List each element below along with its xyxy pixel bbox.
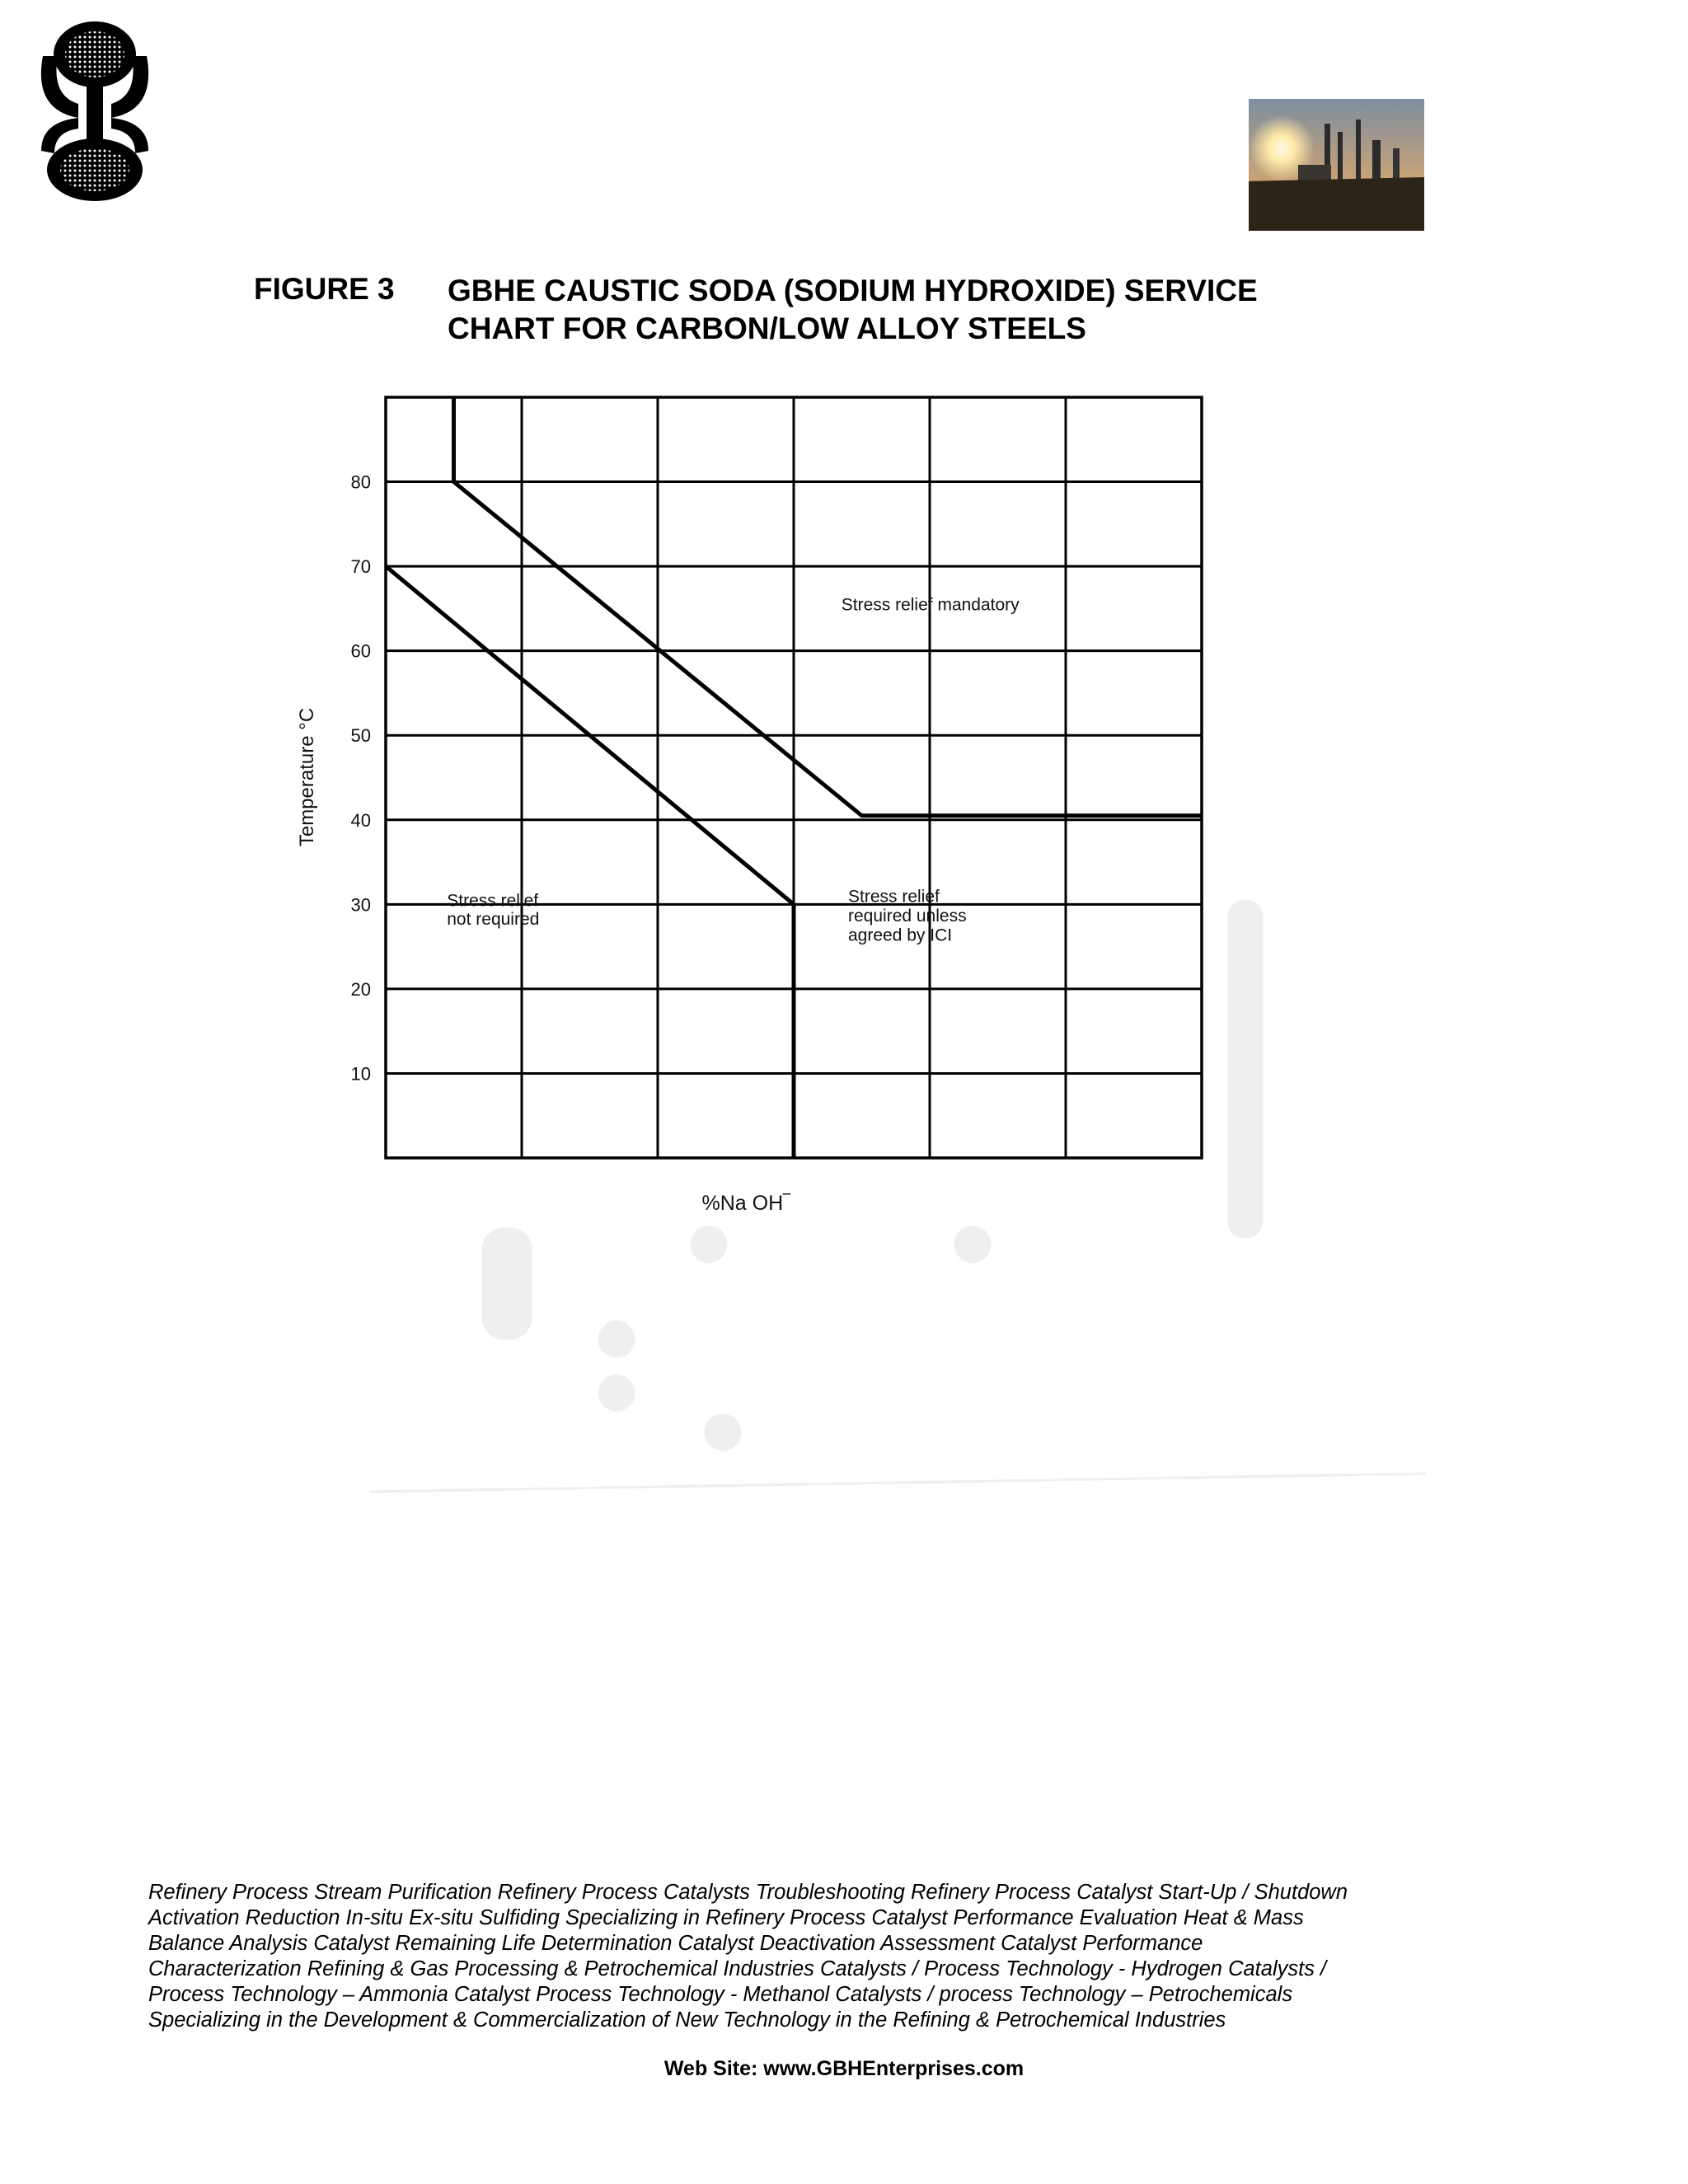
faded-circle <box>598 1375 635 1411</box>
y-tick-label: 20 <box>350 978 371 1000</box>
y-tick-label: 10 <box>350 1063 371 1085</box>
refinery-photo <box>1249 99 1424 231</box>
website-link[interactable]: Web Site: www.GBHEnterprises.com <box>663 2057 1025 2080</box>
annotation-label: not required <box>447 909 540 929</box>
y-tick-labels <box>351 472 371 1085</box>
faded-vessel-right <box>1228 900 1263 1238</box>
annotation-label: required unless <box>848 906 967 926</box>
y-tick-label: 30 <box>350 894 371 916</box>
figure-title-line1: GBHE CAUSTIC SODA (SODIUM HYDROXIDE) SERVICE <box>448 274 1258 307</box>
upper-boundary-line <box>454 397 1203 816</box>
y-tick-label: 70 <box>350 556 371 578</box>
faded-circle <box>598 1321 635 1357</box>
y-tick-label: 40 <box>350 809 371 831</box>
faded-circle <box>691 1226 727 1263</box>
y-tick-label: 60 <box>350 640 371 662</box>
annotation-label: Stress relief mandatory <box>841 595 1020 615</box>
caustic-service-chart <box>280 379 1434 1508</box>
figure-label: FIGURE 3 <box>254 272 395 306</box>
company-logo <box>33 15 157 204</box>
logo-bottom-disc-pattern <box>60 148 129 191</box>
figure-title-line2: CHART FOR CARBON/LOW ALLOY STEELS <box>448 312 1086 345</box>
annotation-label: Stress relief <box>848 887 940 907</box>
logo-top-disc-pattern <box>65 31 124 77</box>
lower-boundary-line <box>386 566 794 1158</box>
faded-rule <box>371 1474 1426 1492</box>
y-axis-label: Temperature °C <box>296 707 318 847</box>
services-description: Refinery Process Stream Purification Refinery Process Catalysts Troubleshooting Refinery Process Catalyst Start-Up / Shutdown Activation Reduction In-situ Ex-situ Sulfiding Specializing in Refinery Process Catalyst Performance Evaluation Heat & Mass Balance Analysis Catalyst Remaining Life Determination Catalyst Deactivation Assessment Catalyst Performance Characterization Refining & Gas Processing & Petrochemical Industries Catalysts / Process Technology - Hydrogen Catalysts / Process Technology – Ammonia Catalyst Process Technology - Methanol Catalysts / process Technology – Petrochemicals Specializing in the Development & Commercialization of New Technology in the Refining & Petrochemical Industries <box>148 1881 1348 2032</box>
figure-title <box>448 272 1258 348</box>
annotation-label: Stress relief <box>447 891 539 911</box>
annotations <box>447 595 1020 944</box>
y-tick-label: 80 <box>350 471 371 493</box>
faded-circle <box>705 1414 741 1451</box>
y-tick-label: 50 <box>350 725 371 747</box>
faded-circle <box>954 1226 991 1263</box>
x-axis-label: %Na OH‾ <box>701 1192 790 1215</box>
faded-vessel-left <box>482 1228 532 1339</box>
annotation-label: agreed by ICI <box>848 926 953 945</box>
